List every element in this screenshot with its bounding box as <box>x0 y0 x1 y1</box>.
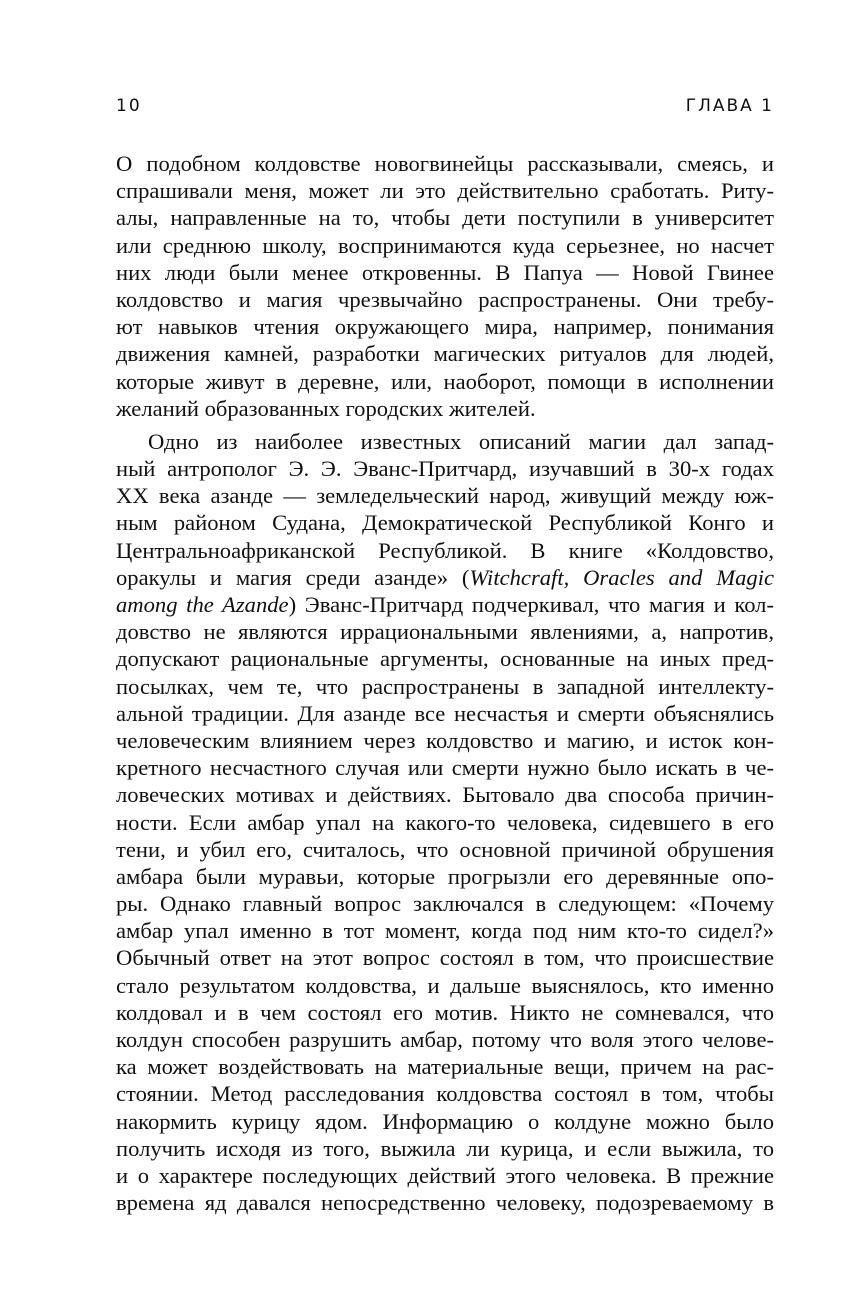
text-line: спрашивали меня, может ли это действительно сработать. Риту- <box>116 178 774 204</box>
text-line: колдовство и магия чрезвычайно распространены. Они требу- <box>116 286 774 312</box>
chapter-title: ГЛАВА 1 <box>685 96 774 116</box>
page-number: 10 <box>116 96 142 116</box>
running-header <box>116 96 774 120</box>
text-line: алы, направленные на то, чтобы дети поступили в университет <box>116 205 774 231</box>
text-line: ный антрополог Э. Э. Эванс-Притчард, изучавший в 30-х годах <box>116 456 774 482</box>
text-fragment: оракулы и магия среди азанде» ( <box>116 564 470 590</box>
text-line: амбара были муравьи, которые прогрызли его деревянные опо- <box>116 863 774 889</box>
text-line-with-italic-title <box>116 591 774 618</box>
text-line: ры. Однако главный вопрос заключался в следующем: «Почему <box>116 891 774 917</box>
text-line: получить исходя из того, выжила ли курица, и если выжила, то <box>116 1135 774 1161</box>
text-line: альной традиции. Для азанде все несчастья и смерти объяснялись <box>116 700 774 726</box>
text-line: Центральноафриканской Республикой. В книге «Колдовство, <box>116 537 774 563</box>
text-line: ным районом Судана, Демократической Республикой Конго и <box>116 510 774 536</box>
text-line: стало результатом колдовства, и дальше выяснялось, кто именно <box>116 972 774 998</box>
text-line: желаний образованных городских жителей. <box>116 395 536 421</box>
text-line: них люди были менее откровенны. В Папуа — Новой Гвинее <box>116 259 774 285</box>
text-line: Обычный ответ на этот вопрос состоял в том, что происшествие <box>116 945 774 971</box>
text-line: или среднюю школу, воспринимаются куда серьезнее, но насчет <box>116 232 774 258</box>
text-line: ловеческих мотивах и действиях. Бытовало два способа причин- <box>116 782 774 808</box>
text-line: стоянии. Метод расследования колдовства состоял в том, чтобы <box>116 1081 774 1107</box>
text-line: ности. Если амбар упал на какого-то человека, сидевшего в его <box>116 809 774 835</box>
text-line-with-italic-title <box>116 564 774 591</box>
text-line: времена яд давался непосредственно человеку, подозреваемому в <box>116 1190 774 1216</box>
text-line: допускают рациональные аргументы, основанные на иных пред- <box>116 646 774 672</box>
text-line: Одно из наиболее известных описаний магии дал запад- <box>148 428 774 454</box>
text-line: амбар упал именно в тот момент, когда под ним кто-то сидел?» <box>116 918 774 944</box>
text-line: накормить курицу ядом. Информацию о колдуне можно было <box>116 1108 774 1134</box>
text-line: движения камней, разработки магических ритуалов для людей, <box>116 341 774 367</box>
text-line: О подобном колдовстве новогвинейцы рассказывали, смеясь, и <box>116 151 774 176</box>
text-line: ка может воздействовать на материальные вещи, причем на рас- <box>116 1054 774 1080</box>
paragraph-1 <box>116 150 774 422</box>
text-line: колдун способен разрушить амбар, потому что воля этого челове- <box>116 1027 774 1052</box>
body-text <box>116 150 774 1216</box>
book-title-italic: among the Azande <box>116 592 289 617</box>
text-line: которые живут в деревне, или, наоборот, помощи в исполнении <box>116 368 774 394</box>
text-line: посылках, чем те, что распространены в западной интеллекту- <box>116 673 774 699</box>
paragraph-2 <box>116 428 774 1216</box>
text-line: XX века азанде — земледельческий народ, живущий между юж- <box>116 483 774 509</box>
text-line: человеческим влиянием через колдовство и магию, и исток кон- <box>116 727 774 753</box>
text-line: кретного несчастного случая или смерти нужно было искать в че- <box>116 755 774 781</box>
text-line: тени, и убил его, считалось, что основной причиной обрушения <box>116 836 774 862</box>
book-title-italic: Witchcraft, Oracles and Magic <box>469 564 774 590</box>
text-line: ют навыков чтения окружающего мира, например, понимания <box>116 314 774 340</box>
text-fragment: ) Эванс-Притчард подчеркивал, что магия и кол- <box>288 592 774 617</box>
text-line: и о характере последующих действий этого человека. В прежние <box>116 1162 774 1188</box>
text-line: довство не являются иррациональными явлениями, а, напротив, <box>116 619 774 645</box>
text-line: колдовал и в чем состоял его мотив. Никто не сомневался, что <box>116 999 774 1025</box>
